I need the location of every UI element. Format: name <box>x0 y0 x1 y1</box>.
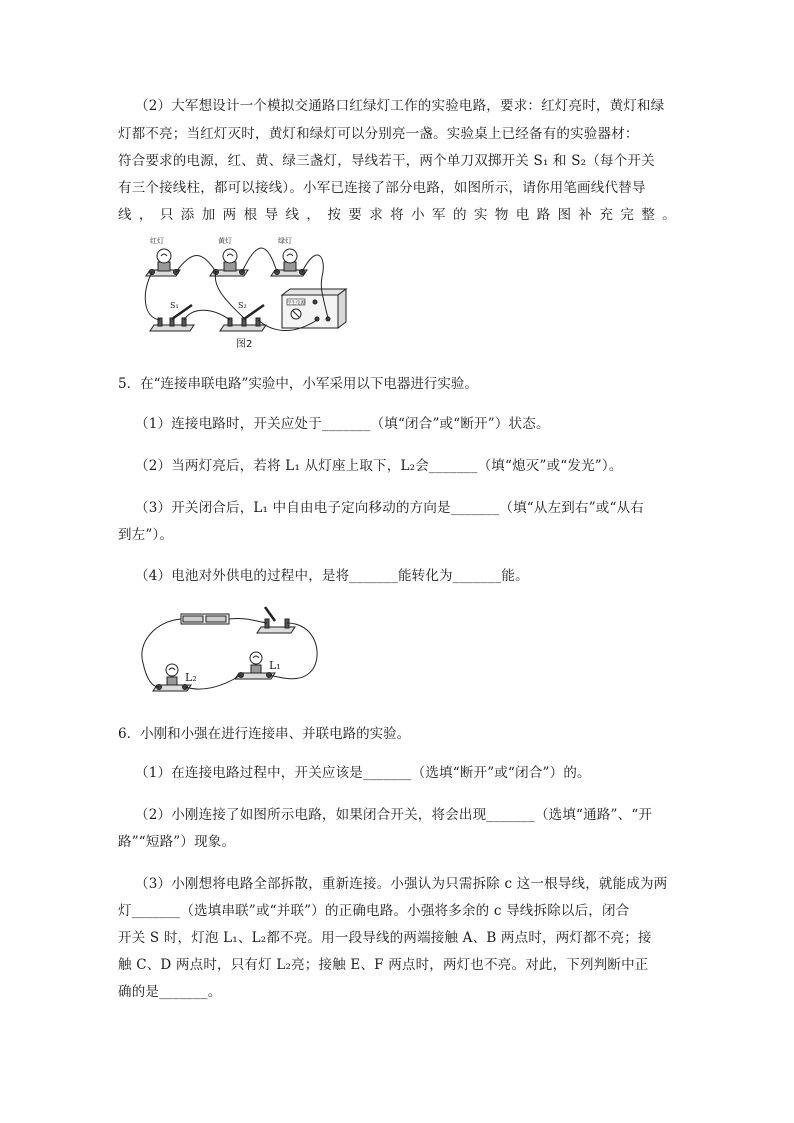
q5-part4: （4）电池对外供电的过程中，是将_______能转化为_______能。 <box>135 568 529 584</box>
lamp-l1-label: L₁ <box>269 659 281 672</box>
figure-series-circuit <box>135 603 325 703</box>
switch-s1-label: S₁ <box>170 301 179 310</box>
q4-part2-line1: （2）大军想设计一个模拟交通路口红绿灯工作的实验电路，要求：红灯亮时，黄灯和绿 <box>135 98 665 114</box>
figure-2-circuit <box>132 232 372 352</box>
q5-part1: （1）连接电路时，开关应处于_______（填“闭合”或“断开”）状态。 <box>135 416 550 432</box>
q6-part3-line3: 开关 S 时，灯泡 L₁、L₂都不亮。用一段导线的两端接触 A、B 两点时，两灯都不亮；接 <box>118 930 652 946</box>
q5-stem: 5．在“连接串联电路”实验中，小军采用以下电器进行实验。 <box>118 376 478 392</box>
q4-part2-line2: 灯都不亮；当红灯灭时，黄灯和绿灯可以分别亮一盏。实验桌上已经备有的实验器材： <box>118 126 639 142</box>
q4-part2-line3: 符合要求的电源，红、黄、绿三盏灯，导线若干，两个单刀双掷开关 S₁ 和 S₂（每个开关 <box>118 153 655 169</box>
q6-part3-line1: （3）小刚想将电路全部拆散，重新连接。小强认为只需拆除 c 这一根导线，就能成为两 <box>135 876 668 892</box>
lamp-red-label: 红灯 <box>150 237 164 245</box>
q6-part2-line1: （2）小刚连接了如图所示电路，如果闭合开关，将会出现_______（选填“通路”、“开 <box>135 807 653 823</box>
q5-part2: （2）当两灯亮后，若将 L₁ 从灯座上取下，L₂会_______（填“熄灭”或“发光”）。 <box>135 458 623 474</box>
q6-part1: （1）在连接电路过程中，开关应该是_______（选填“断开”或“闭合”）的。 <box>135 765 591 781</box>
lamp-green-label: 绿灯 <box>278 237 292 245</box>
q4-part2-line5: 线，只添加两根导线，按要求将小军的实物电路图补充完整。 <box>118 207 676 223</box>
q6-part3-line2: 灯_______（选填串联”或“并联”）的正确电路。小强将多余的 c 导线拆除以后，闭合 <box>118 903 630 919</box>
q6-part3-line4: 触 C、D 两点时，只有灯 L₂亮；接触 E、F 两点时，两灯也不亮。对此，下列判断中正 <box>118 957 649 973</box>
figure-2-caption: 图2 <box>236 339 253 350</box>
q6-part3-line5: 确的是_______。 <box>118 984 222 1000</box>
q4-part2-line4: 有三个接线柱，都可以接线）。小军已连接了部分电路，如图所示，请你用笔画线代替导 <box>118 180 646 196</box>
q5-part3-line1: （3）开关闭合后，L₁ 中自由电子定向移动的方向是_______（填“从左到右”或“从右 <box>135 500 645 516</box>
q5-part3-line2: 到左”）。 <box>118 527 174 543</box>
switch-s2-label: S₂ <box>238 301 247 310</box>
lamp-yellow-label: 黄灯 <box>218 237 232 245</box>
power-supply-label: 学生电源 <box>287 301 305 306</box>
q6-part2-line2: 路”“短路”）现象。 <box>118 834 236 850</box>
q6-stem: 6．小刚和小强在进行连接串、并联电路的实验。 <box>118 726 411 742</box>
lamp-l2-label: L₂ <box>185 671 197 684</box>
